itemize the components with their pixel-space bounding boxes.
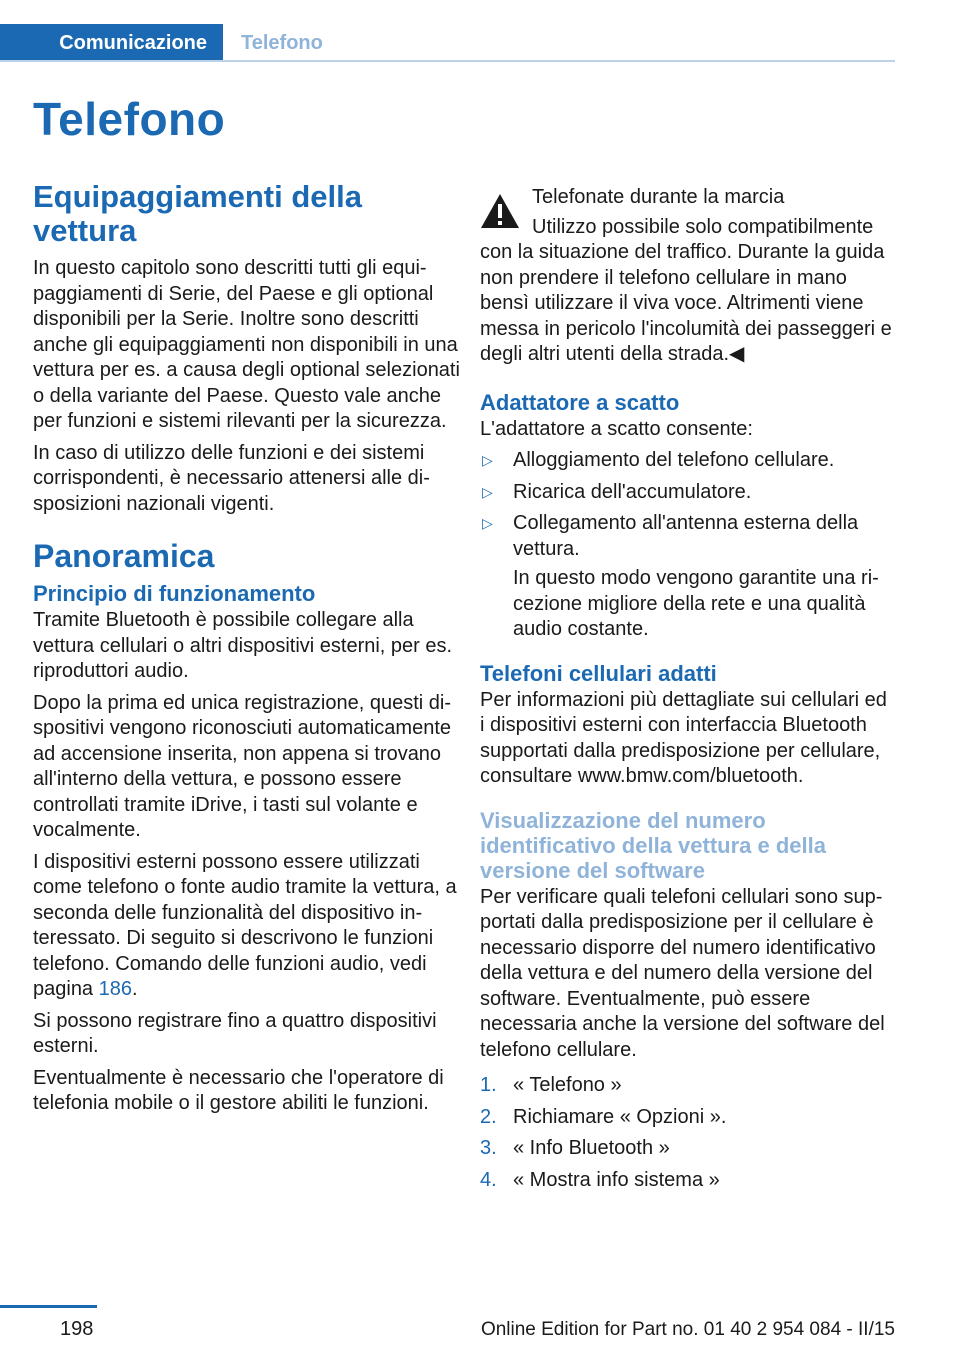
step-number: 4. — [480, 1168, 497, 1191]
step-number: 1. — [480, 1074, 497, 1096]
steps-list — [480, 1073, 895, 1193]
paragraph: L'adattatore a scatto consente: — [480, 417, 753, 440]
step-item — [480, 1168, 895, 1194]
tab-telefono[interactable]: Telefono — [241, 31, 323, 54]
paragraph-text: I dispositivi esterni possono essere utilizzati come telefono o fonte audio tramite la vettura, a seconda delle funzionalità del dispositivo interessato. Di seguito si descrivono le funzioni telefono. Comando delle funzioni audio, vedi pagina — [33, 850, 457, 1000]
step-number: 2. — [480, 1105, 497, 1128]
paragraph: Tramite Bluetooth è possibile collegare alla vettura cellulari o altri dispositivi esterni, per es. riproduttori audio. — [33, 609, 453, 682]
warning-title: Telefonate durante la marcia — [532, 186, 785, 208]
step-text: « Info Bluetooth » — [513, 1137, 670, 1159]
list-item-text: Collegamento all'antenna esterna della vettura. — [513, 512, 859, 560]
step-item — [480, 1073, 895, 1099]
page-reference-link[interactable]: 186 — [98, 978, 132, 1000]
left-column — [33, 180, 473, 1123]
warning-block — [480, 185, 895, 368]
paragraph: In questo capitolo sono descritti tutti gli equipaggiamenti di Serie, del Paese e gli optional disponibili per la Serie. Inoltre sono descritti anche gli equipaggiamenti non disponibili in una vettura per es. a causa degli optional selezionati o della variante del Paese. Questo vale anche per funzioni e sistemi rilevanti per la sicurezza. — [33, 257, 460, 432]
step-text: Richiamare « Opzioni ». — [513, 1105, 727, 1128]
chapter-header — [0, 24, 895, 62]
list-item — [480, 511, 895, 643]
step-text: « Telefono » — [513, 1074, 622, 1096]
page-number-bar — [0, 1305, 97, 1308]
right-column — [480, 185, 895, 1203]
tab-comunicazione[interactable]: Comunicazione — [0, 24, 223, 62]
section-title-panoramica: Panoramica — [33, 538, 215, 574]
list-item-note: In questo modo vengono garantite una ricezione migliore della rete e una qualità audio costante. — [513, 567, 879, 640]
edition-footer: Online Edition for Part no. 01 40 2 954 084 - II/15 — [480, 1319, 895, 1340]
subsection-title-principio: Principio di funzionamento — [33, 581, 316, 606]
paragraph-text: . — [132, 978, 138, 1000]
step-item — [480, 1105, 895, 1131]
step-item — [480, 1136, 895, 1162]
warning-icon — [480, 193, 520, 229]
paragraph: In caso di utilizzo delle funzioni e dei sistemi corrispondenti, è necessario attenersi alle disposizioni nazionali vigenti. — [33, 441, 430, 515]
paragraph: Per informazioni più dettagliate sui cellulari ed i dispositivi esterni con interfaccia Bluetooth supportati dalla predisposizione per cellulare, consultare www.bmw.com/bluetooth. — [480, 688, 887, 787]
paragraph: Eventualmente è necessario che l'operatore di telefonia mobile o il gestore abiliti le funzioni. — [33, 1066, 444, 1114]
page-number: 198 — [60, 1318, 94, 1340]
list-item-text: Alloggiamento del telefono cellulare. — [513, 449, 835, 471]
paragraph: Per verificare quali telefoni cellulari sono supportati dalla predisposizione per il cellulare è necessario disporre del numero identificativo della vettura e del numero della versione del software. Eventualmente, può essere necessaria anche la versione del software del telefono cellulare. — [480, 885, 885, 1061]
section-title-equipaggiamenti: Equipaggiamenti della vettura — [33, 179, 362, 248]
list-item — [480, 480, 895, 506]
subsection-title-visualizzazione: Visualizzazione del numero identificativo della vettura e della versione del software — [480, 807, 826, 883]
paragraph: Si possono registrare fino a quattro dispositivi esterni. — [33, 1009, 437, 1057]
warning-line: Utilizzo possibile solo compatibilmente — [532, 215, 874, 238]
header-divider — [0, 60, 895, 62]
paragraph: Dopo la prima ed unica registrazione, questi dispositivi vengono riconosciuti automaticamente ad accensione inserita, non appena si trovano all'interno della vettura, e possono essere controllati tramite iDrive, i tasti sul volante e vocalmente. — [33, 691, 452, 841]
step-text: « Mostra info sistema » — [513, 1168, 720, 1191]
step-number: 3. — [480, 1137, 497, 1159]
page-title: Telefono — [33, 93, 226, 145]
subsection-title-telefoni: Telefoni cellulari adatti — [480, 660, 717, 686]
list-item-text: Ricarica dell'accumulatore. — [513, 480, 752, 503]
paragraph — [33, 850, 473, 1003]
subsection-title-adattatore: Adattatore a scatto — [480, 389, 680, 415]
list-item — [480, 448, 895, 474]
triangle-bullet-icon: ▷ — [482, 452, 493, 468]
triangle-bullet-icon: ▷ — [482, 483, 493, 500]
triangle-bullet-icon: ▷ — [482, 515, 493, 531]
warning-body: con la situazione del traffico. Durante la guida non prendere il telefono cellulare in mano bensì utilizzare il viva voce. Altrimenti viene messa in pericolo l'incolumità dei passeggeri e degli altri utenti della strada.◀ — [480, 241, 892, 365]
adapter-feature-list — [480, 448, 895, 643]
